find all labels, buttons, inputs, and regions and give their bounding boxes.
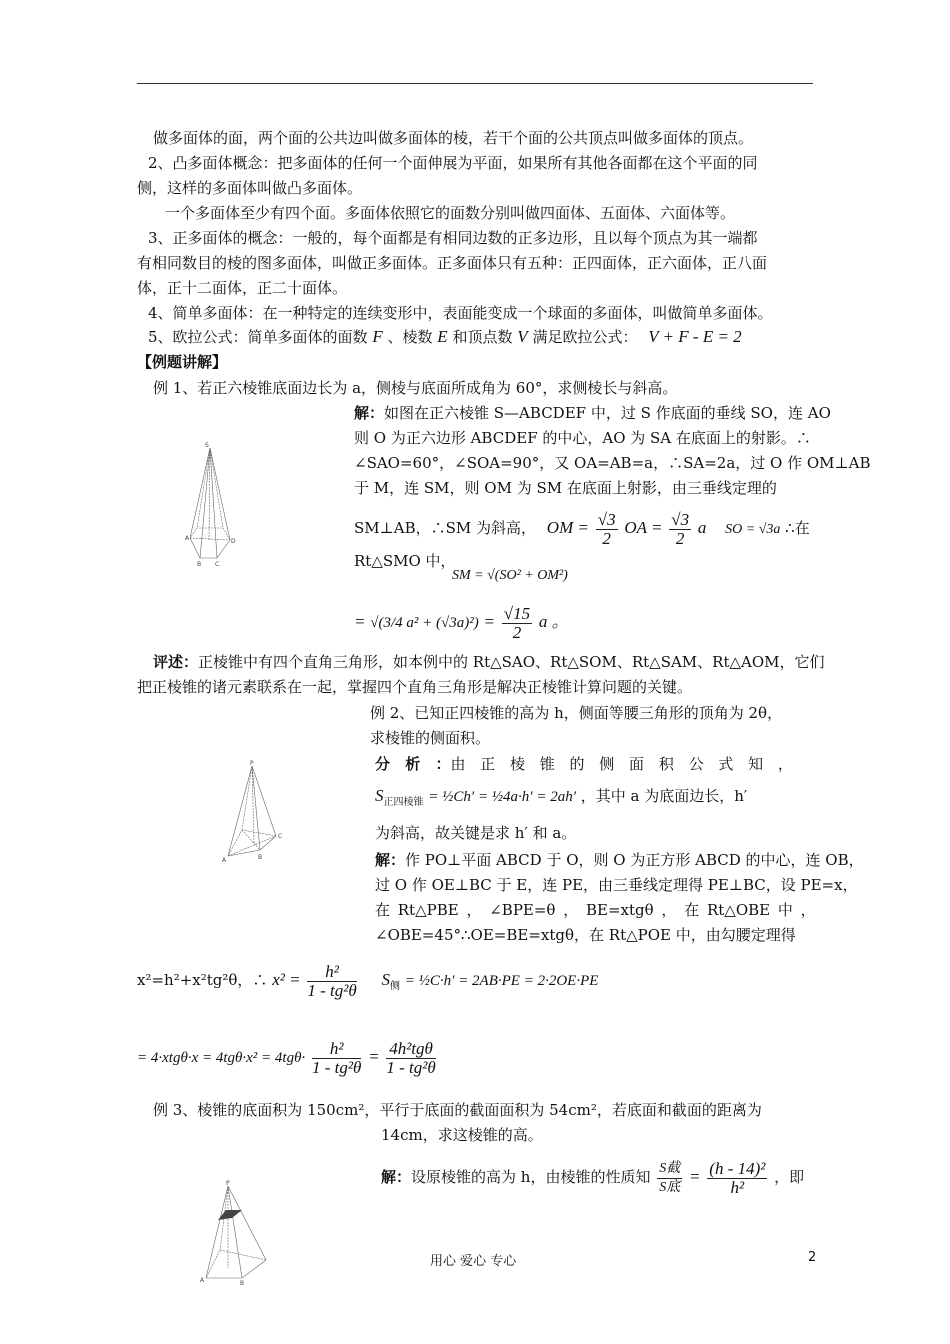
- text: 由 正 棱 锥 的 侧 面 积 公 式 知 ，: [450, 755, 793, 773]
- square-pyramid-figure: [222, 758, 292, 872]
- formula: =: [368, 1047, 380, 1066]
- f4-line: [137, 1035, 438, 1079]
- text-line: 3、正多面体的概念：一般的，每个面都是有相同边数的正多边形，且以每个顶点为其一端都: [148, 229, 758, 247]
- solution-1-line: [354, 403, 831, 423]
- text-line: 14cm，求这棱锥的高。: [381, 1126, 543, 1144]
- text: 、棱数: [387, 328, 433, 346]
- formula: = ½Ch′ = ½4a·h′ = 2ah′: [428, 789, 576, 805]
- svg-text:B: B: [240, 1280, 245, 1285]
- formula: =: [483, 612, 496, 631]
- formula: x² =: [272, 970, 301, 989]
- text-line: 做多面体的面，两个面的公共边叫做多面体的棱，若干个面的公共顶点叫做多面体的顶点。: [153, 129, 754, 147]
- pyramid-section-figure: [200, 1180, 275, 1289]
- analysis-line: [375, 754, 793, 774]
- svg-text:A: A: [200, 1277, 205, 1284]
- formula-sm: SM = √(SO² + OM²): [452, 568, 568, 583]
- svg-text:A: A: [222, 857, 227, 864]
- text-line: 过 O 作 OE⊥BC 于 E，连 PE，由三垂线定理得 PE⊥BC，设 PE=x，: [375, 876, 858, 894]
- formula-v: V: [517, 327, 528, 346]
- text-line: 2、凸多面体概念：把多面体的任何一个面伸展为平面，如果所有其他各面都在这个平面的同: [148, 154, 758, 172]
- svg-text:A: A: [185, 535, 190, 542]
- formula: OM =: [546, 518, 589, 537]
- formula: S: [381, 970, 390, 989]
- fraction: $\frac{\text{h²}}{\text{1 - tg²θ}}$: [311, 1038, 362, 1077]
- solution-3-line: [381, 1155, 804, 1199]
- svg-text:P: P: [250, 760, 254, 767]
- solution-label: 解：: [375, 851, 406, 869]
- analysis-label: 分 析 ：: [375, 755, 451, 773]
- text: 5、欧拉公式：简单多面体的面数: [148, 328, 368, 346]
- fraction: $\frac{\text{(h - 14)²}}{\text{h²}}$: [709, 1158, 766, 1197]
- subscript: 正四棱锥: [383, 797, 424, 808]
- review-label: 评述：: [153, 653, 199, 671]
- text-line: 求棱锥的侧面积。: [370, 729, 491, 747]
- formula: √(3/4 a² + (√3a)²): [370, 615, 479, 631]
- text-line: 一个多面体至少有四个面。多面体依照它的面数分别叫做四面体、五面体、六面体等。: [165, 204, 736, 222]
- example-3: 例 3、棱锥的底面积为 150cm²，平行于底面的截面面积为 54cm²，若底面和截面的距离为: [153, 1101, 762, 1119]
- text: ，其中 a 为底面边长，h′: [580, 787, 748, 805]
- text: ∴在: [785, 519, 810, 537]
- solution-label: 解：: [354, 404, 385, 422]
- section-heading: 【例题讲解】: [137, 353, 228, 371]
- example-1: 例 1、若正六棱锥底面边长为 a，侧棱与底面所成角为 60°，求侧棱长与斜高。: [153, 379, 678, 397]
- svg-text:C: C: [278, 833, 283, 840]
- text: 和顶点数: [452, 328, 513, 346]
- text-line: 侧，这样的多面体叫做凸多面体。: [137, 179, 363, 197]
- text-line: 4、简单多面体：在一种特定的连续变形中，表面能变成一个球面的多面体，叫做简单多面体。: [148, 304, 773, 322]
- formula: SO = √3a: [725, 522, 781, 537]
- euler-formula: V + F - E = 2: [648, 327, 742, 346]
- formula: =: [689, 1167, 701, 1186]
- formula: = ½C·h′ = 2AB·PE = 2·2OE·PE: [404, 973, 599, 989]
- text-line: 于 M，连 SM，则 OM 为 SM 在底面上射影，由三垂线定理的: [354, 479, 777, 497]
- formula: a: [697, 518, 707, 537]
- text: x²=h²+x²tg²θ，∴: [137, 971, 268, 989]
- text-line: 为斜高，故关键是求 h′ 和 a。: [375, 824, 577, 842]
- svg-text:D: D: [231, 538, 236, 545]
- text-line: 把正棱锥的诸元素联系在一起，掌握四个直角三角形是解决正棱锥计算问题的关键。: [137, 678, 693, 696]
- svg-text:B: B: [258, 854, 263, 861]
- header-rule: [137, 83, 813, 84]
- fraction: $\frac{\text{S截}}{\text{S底}}$: [659, 1160, 681, 1195]
- fraction: $\frac{\text{h²}}{\text{1 - tg²θ}}$: [307, 961, 357, 1000]
- text-line: 有相同数目的棱的图多面体，叫做正多面体。正多面体只有五种：正四面体，正六面体，正八面: [137, 254, 768, 272]
- formula: = 4·xtgθ·x = 4tgθ·x² = 4tgθ·: [137, 1050, 306, 1066]
- formula-f: F: [372, 327, 383, 346]
- text: SM⊥AB，∴SM 为斜高，: [354, 519, 537, 537]
- text: ，即: [774, 1168, 805, 1186]
- formula: a 。: [538, 612, 569, 631]
- footer-text: 用心 爱心 专心: [430, 1254, 517, 1269]
- svg-text:P: P: [226, 1180, 230, 1187]
- formula: S: [375, 786, 384, 805]
- fraction: $\frac{\text{4h²tgθ}}{\text{1 - tg²θ}}$: [386, 1038, 436, 1077]
- text-line: Rt△SMO 中，: [354, 552, 456, 570]
- text-line: 体，正十二面体，正二十面体。: [137, 279, 348, 297]
- text: 满足欧拉公式：: [532, 328, 638, 346]
- text-line: 在 Rt△PBE ， ∠BPE=θ ， BE=xtgθ ， 在 Rt△OBE 中 ，: [375, 901, 816, 919]
- review-line: [153, 652, 825, 672]
- fraction: $\frac{√3}{2}$: [597, 509, 616, 548]
- x2-line: [137, 958, 598, 1002]
- om-line: [354, 508, 810, 548]
- formula: =: [354, 612, 366, 631]
- text-line: ∠SAO=60°，∠SOA=90°，又 OA=AB=a，∴SA=2a，过 O 作 OM⊥AB: [354, 454, 871, 472]
- svg-text:B: B: [197, 561, 202, 568]
- text: 正棱锥中有四个直角三角形，如本例中的 Rt△SAO、Rt△SOM、Rt△SAM、Rt△AOM，它们: [198, 653, 825, 671]
- svg-text:C: C: [215, 561, 220, 568]
- solution-2-line: [375, 850, 864, 870]
- subscript: 侧: [390, 981, 400, 992]
- fraction: $\frac{√3}{2}$: [671, 509, 690, 548]
- text: 如图在正六棱锥 S—ABCDEF 中，过 S 作底面的垂线 SO，连 AO: [384, 404, 831, 422]
- hex-pyramid-figure: [185, 440, 245, 579]
- lateral-area-line: [375, 776, 747, 816]
- formula: OA =: [624, 518, 663, 537]
- example-2: 例 2、已知正四棱锥的高为 h，侧面等腰三角形的顶角为 2θ，: [370, 704, 783, 722]
- text: 作 PO⊥平面 ABCD 于 O，则 O 为正方形 ABCD 的中心，连 OB，: [405, 851, 864, 869]
- euler-line: [148, 327, 742, 347]
- text-line: 则 O 为正六边形 ABCDEF 的中心，AO 为 SA 在底面上的射影。∴: [354, 429, 811, 447]
- svg-text:S: S: [205, 442, 209, 449]
- fraction: $\frac{√15}{2}$: [503, 603, 531, 642]
- solution-label: 解：: [381, 1168, 412, 1186]
- sm2-line: [354, 600, 569, 644]
- text-line: ∠OBE=45°∴OE=BE=xtgθ，在 Rt△POE 中，由勾腰定理得: [375, 926, 796, 944]
- formula-e: E: [437, 327, 448, 346]
- text: 设原棱锥的高为 h，由棱锥的性质知: [411, 1168, 651, 1186]
- page-number: 2: [808, 1250, 817, 1265]
